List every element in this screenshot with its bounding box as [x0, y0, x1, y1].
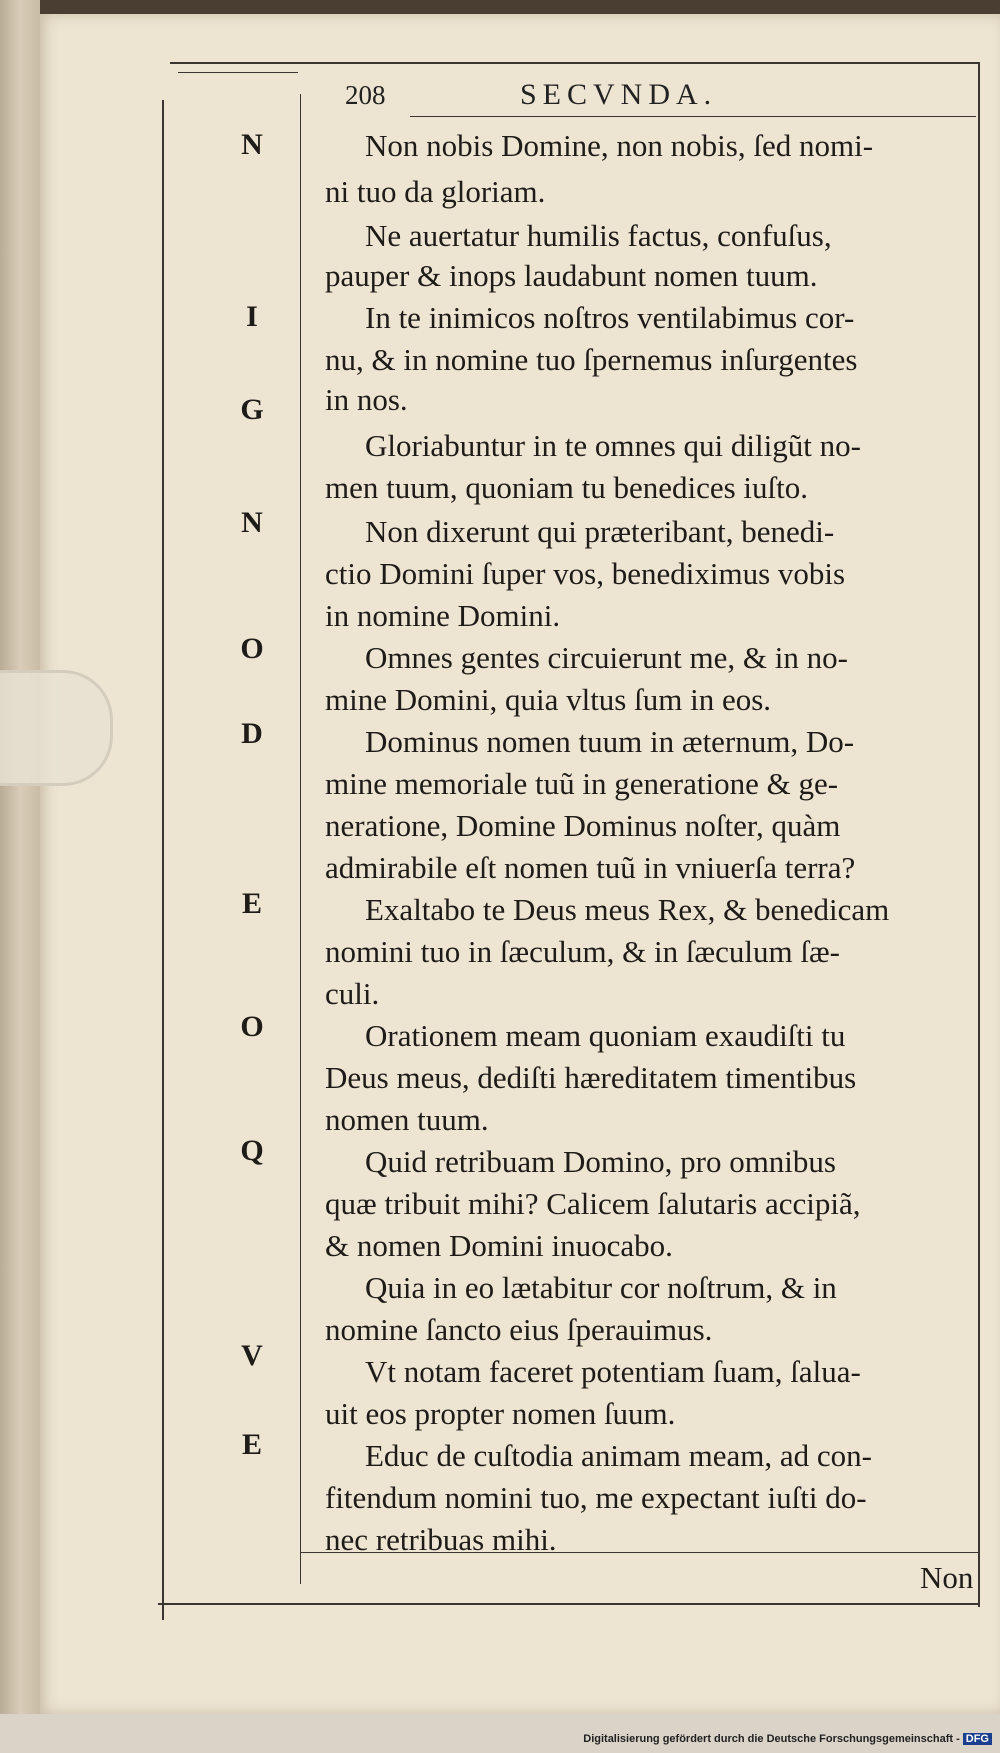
header-rule: [410, 116, 976, 117]
catchword: Non: [920, 1560, 974, 1595]
text-line: men tuum, quoniam tu benedices iuſto.: [325, 470, 808, 505]
text-line: nomen tuum.: [325, 1102, 489, 1137]
text-line: mine Domini, quia vltus ſum in eos.: [325, 682, 772, 717]
text-line: Non nobis Domine, non nobis, ſed nomi-: [365, 128, 874, 163]
text-line: admirabile eſt nomen tuũ in vniuerſa terra?: [325, 850, 856, 885]
text-line: Ne auertatur humilis factus, confuſus,: [365, 218, 832, 253]
text-column-rule: [300, 94, 301, 1584]
margin-letter: I: [246, 300, 258, 333]
frame-top-rule-inner: [178, 72, 298, 73]
text-line: nu, & in nomine tuo ſpernemus inſurgentes: [325, 342, 858, 377]
margin-letter: O: [240, 1010, 264, 1043]
text-line: Omnes gentes circuierunt me, & in no-: [365, 640, 848, 675]
text-line: nec retribuas mihi.: [325, 1522, 557, 1557]
text-line: fitendum nomini tuo, me expectant iuſti do-: [325, 1480, 867, 1515]
text-line: ctio Domini ſuper vos, benediximus vobis: [325, 556, 846, 591]
dfg-logo: DFG: [963, 1733, 992, 1745]
text-line: in nos.: [325, 382, 408, 417]
margin-letter: N: [241, 128, 263, 161]
credit-text: Digitalisierung gefördert durch die Deutsche Forschungsgemeinschaft -: [583, 1733, 960, 1745]
text-line: Orationem meam quoniam exaudiſti tu: [365, 1018, 846, 1053]
text-line: Non dixerunt qui præteribant, benedi-: [365, 514, 835, 549]
digitization-credit: [583, 1733, 992, 1745]
margin-letter: D: [241, 717, 263, 750]
book-spine: [0, 0, 40, 1753]
margin-letter: G: [240, 393, 264, 426]
margin-letter: O: [240, 632, 264, 665]
running-head: SECVNDA.: [520, 78, 718, 111]
text-line: neratione, Domine Dominus noſter, quàm: [325, 808, 841, 843]
text-line: uit eos propter nomen ſuum.: [325, 1396, 676, 1431]
margin-letter: V: [241, 1339, 263, 1372]
frame-left-rule: [162, 100, 164, 1620]
text-line: in nomine Domini.: [325, 598, 561, 633]
text-line: Quia in eo lætabitur cor noſtrum, & in: [365, 1270, 837, 1305]
text-line: Deus meus, dediſti hæreditatem timentibus: [325, 1060, 857, 1095]
text-line: Educ de cuſtodia animam meam, ad con-: [365, 1438, 873, 1473]
text-line: quæ tribuit mihi? Calicem ſalutaris accipiã,: [325, 1186, 861, 1221]
margin-letter: E: [241, 1428, 262, 1461]
text-line: & nomen Domini inuocabo.: [325, 1228, 673, 1263]
text-line: mine memoriale tuũ in generatione & ge-: [325, 766, 839, 801]
text-line: In te inimicos noſtros ventilabimus cor-: [365, 300, 855, 335]
text-line: ni tuo da gloriam.: [325, 174, 546, 209]
text-line: nomini tuo in ſæculum, & in ſæculum ſæ-: [325, 934, 840, 969]
margin-letter: E: [241, 887, 262, 920]
page-number: 208: [345, 80, 386, 110]
margin-letter: Q: [240, 1134, 264, 1167]
frame-bottom-rule: [158, 1603, 978, 1605]
text-line: Vt notam faceret potentiam ſuam, ſalua-: [365, 1354, 861, 1389]
page-clip: [0, 670, 113, 786]
margin-letter: N: [241, 506, 263, 539]
text-line: Exaltabo te Deus meus Rex, & benedicam: [365, 892, 890, 927]
text-line: culi.: [325, 976, 380, 1011]
text-line: Dominus nomen tuum in æternum, Do-: [365, 724, 855, 759]
frame-top-rule: [170, 62, 978, 64]
text-line: nomine ſancto eius ſperauimus.: [325, 1312, 713, 1347]
text-line: Gloriabuntur in te omnes qui diligũt no-: [365, 428, 861, 463]
text-line: pauper & inops laudabunt nomen tuum.: [325, 258, 818, 293]
text-line: Quid retribuam Domino, pro omnibus: [365, 1144, 836, 1179]
